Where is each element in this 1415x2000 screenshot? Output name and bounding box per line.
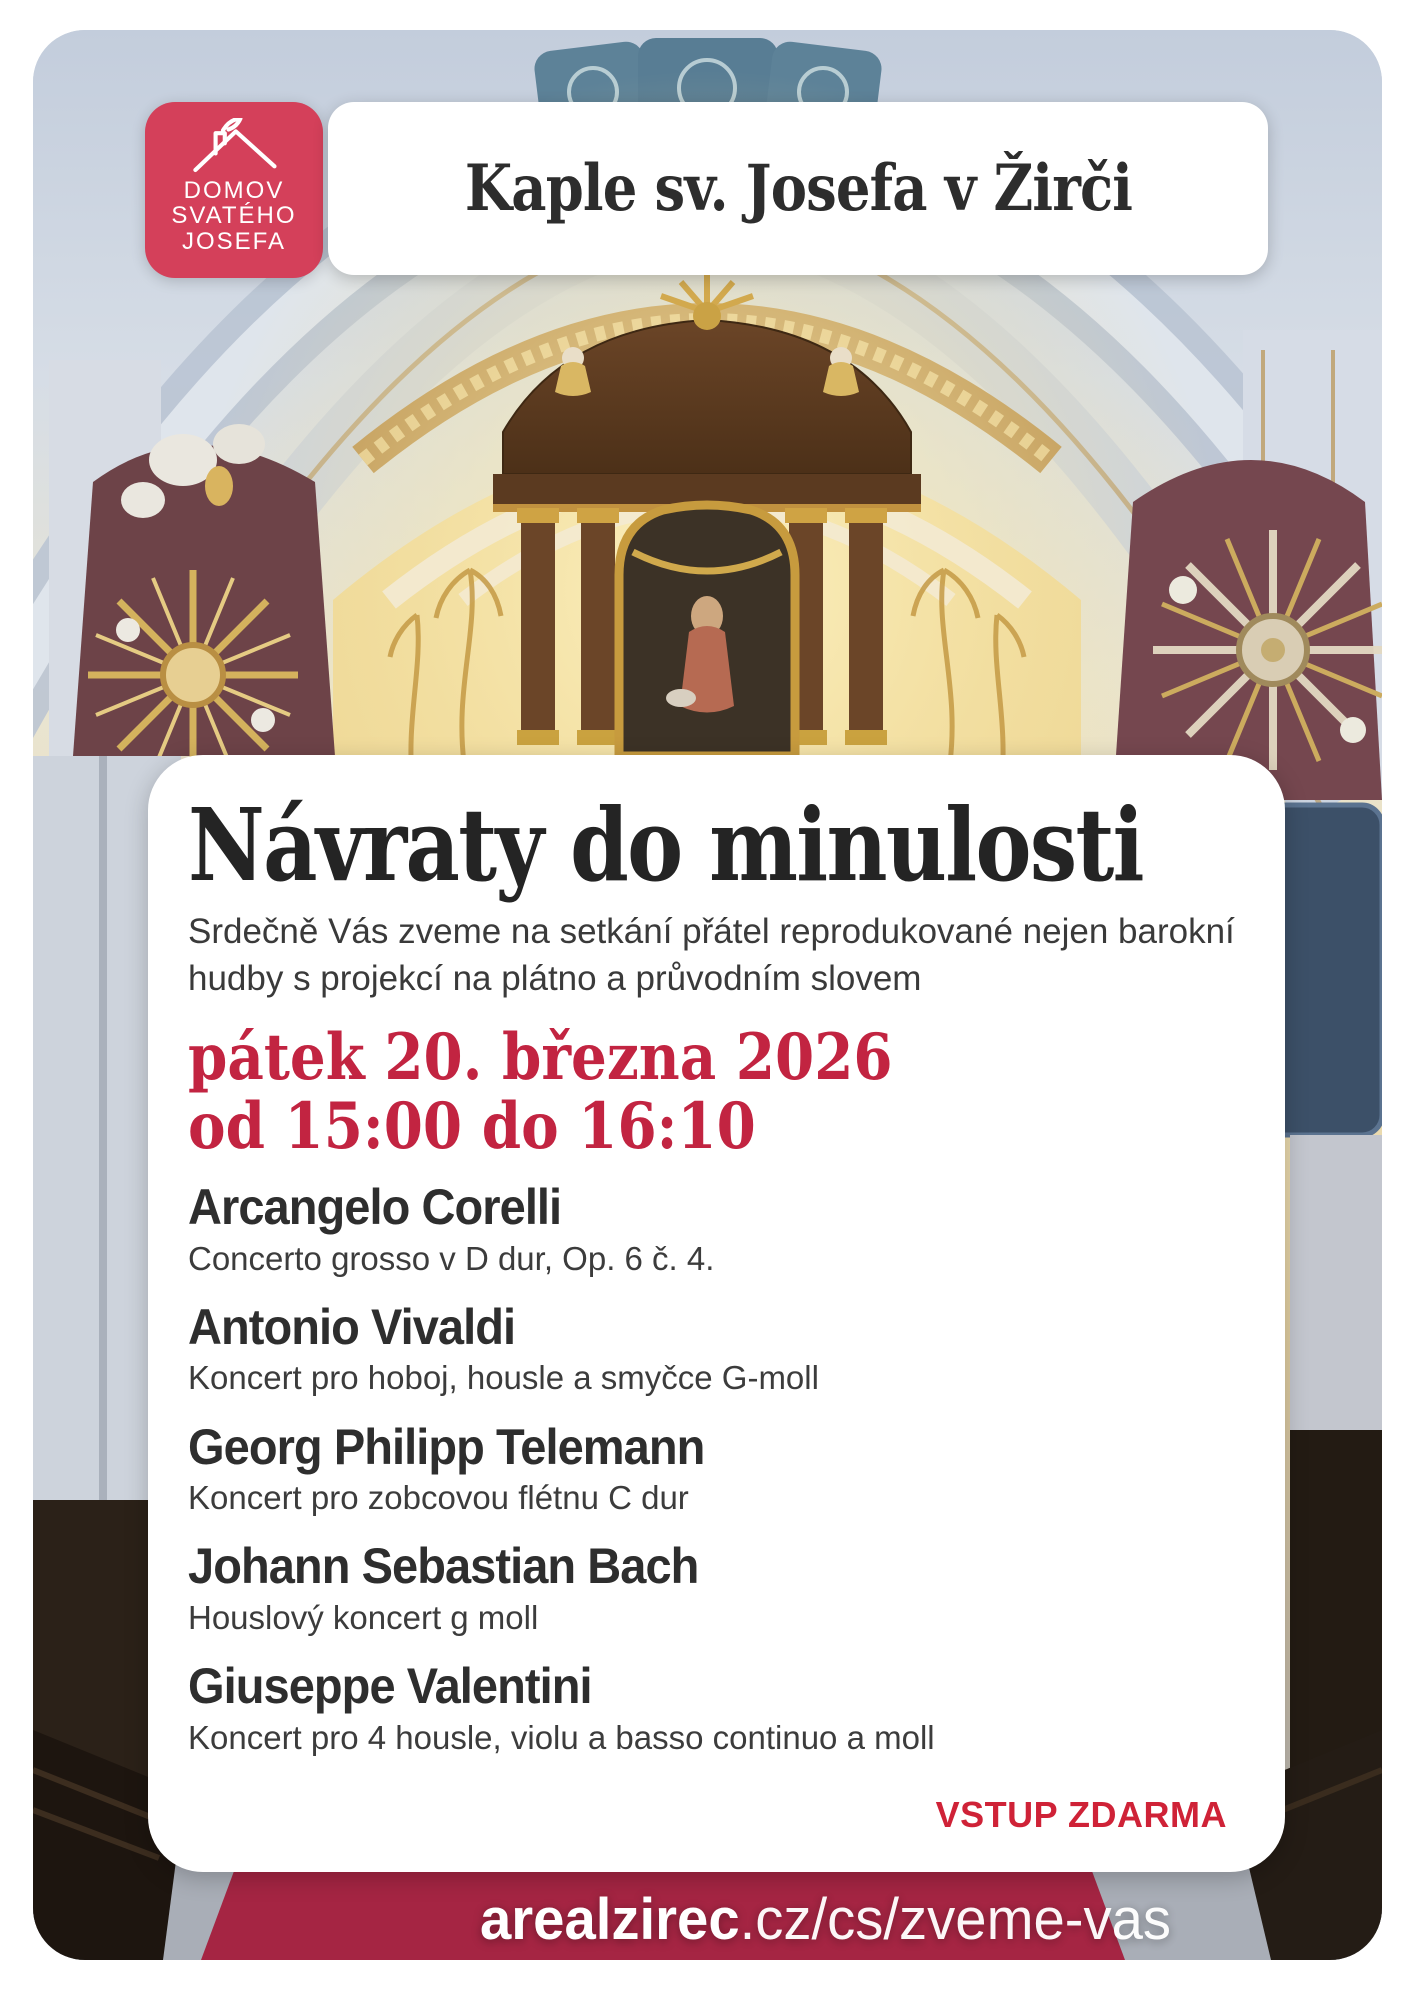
footer-url-path: .cz/cs/zveme-vas bbox=[739, 1886, 1172, 1952]
house-with-chimney-icon bbox=[188, 118, 280, 176]
organization-logo-badge bbox=[145, 102, 323, 278]
program-list bbox=[188, 1181, 1229, 1758]
event-subtitle bbox=[188, 909, 1235, 1003]
program-entry bbox=[188, 1181, 1229, 1279]
event-datetime bbox=[188, 1019, 1229, 1164]
program-entry bbox=[188, 1418, 1229, 1519]
event-time: od 15:00 do 16:10 bbox=[188, 1088, 756, 1164]
event-title: Návraty do minulosti bbox=[188, 786, 1143, 904]
composer-name: Johann Sebastian Bach bbox=[188, 1538, 699, 1595]
composer-name: Georg Philipp Telemann bbox=[188, 1418, 705, 1475]
piece-title: Koncert pro zobcovou flétnu C dur bbox=[188, 1479, 689, 1516]
composer-name: Giuseppe Valentini bbox=[188, 1658, 592, 1714]
admission-badge: VSTUP ZDARMA bbox=[935, 1794, 1227, 1835]
footer-url bbox=[480, 1884, 1171, 1954]
piece-title: Houslový koncert g moll bbox=[188, 1598, 539, 1636]
logo-line-3: JOSEFA bbox=[181, 227, 286, 255]
event-subtitle-line-1: Srdečně Vás zveme na setkání přátel reprodukované nejen barokní bbox=[188, 912, 1235, 951]
composer-name: Arcangelo Corelli bbox=[188, 1179, 562, 1235]
logo-text bbox=[171, 178, 296, 254]
event-card bbox=[148, 755, 1285, 1872]
program-entry bbox=[188, 1540, 1229, 1638]
piece-title: Concerto grosso v D dur, Op. 6 č. 4. bbox=[188, 1239, 715, 1277]
piece-title: Koncert pro hoboj, housle a smyčce G-moll bbox=[188, 1359, 819, 1397]
composer-name: Antonio Vivaldi bbox=[188, 1298, 516, 1355]
piece-title: Koncert pro 4 housle, violu a basso continuo a moll bbox=[188, 1718, 935, 1756]
header-banner bbox=[328, 102, 1268, 275]
program-entry bbox=[188, 1660, 1229, 1758]
footer-url-domain: arealzirec bbox=[480, 1886, 740, 1952]
event-subtitle-line-2: hudby s projekcí na plátno a průvodním slovem bbox=[188, 958, 922, 998]
venue-title: Kaple sv. Josefa v Žirči bbox=[464, 151, 1132, 226]
logo-line-1: DOMOV bbox=[183, 177, 285, 204]
logo-line-2: SVATÉHO bbox=[171, 202, 297, 230]
event-date: pátek 20. března 2026 bbox=[188, 1019, 893, 1095]
program-entry bbox=[188, 1298, 1229, 1399]
